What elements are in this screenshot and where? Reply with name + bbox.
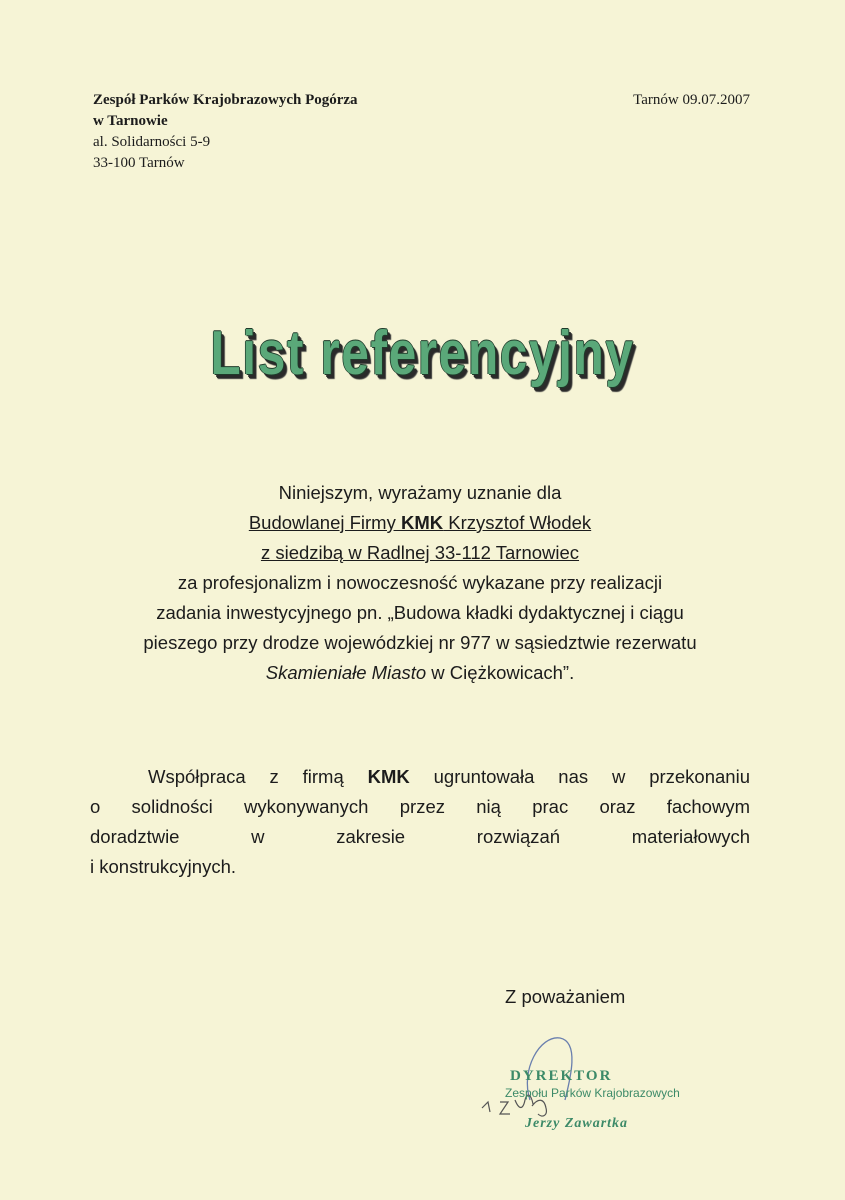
sender-address xyxy=(93,90,358,174)
stamp-name: Jerzy Zawartka xyxy=(525,1116,629,1131)
p2-line: o solidności wykonywanych przez nią prac oraz fachowym xyxy=(90,796,750,817)
closing-salutation: Z poważaniem xyxy=(505,986,626,1007)
stamp-title: DYREKTOR xyxy=(510,1068,613,1084)
p1-line: za profesjonalizm i nowoczesność wykazane przy realizacji xyxy=(177,572,663,593)
letter-date: Tarnów 09.07.2007 xyxy=(633,92,750,108)
reserve-name: Skamieniałe Miasto xyxy=(265,662,427,683)
p2-text: Współpraca z firmą xyxy=(148,766,368,787)
company-address: z siedzibą w Radlnej 33-112 Tarnowiec xyxy=(260,542,580,563)
sender-postal: 33-100 Tarnów xyxy=(93,155,185,171)
sender-street: al. Solidarności 5-9 xyxy=(93,134,211,150)
company-prefix: Budowlanej Firmy xyxy=(248,512,401,533)
p1-line-end: w Ciężkowicach”. xyxy=(426,662,575,683)
company-abbr: KMK xyxy=(400,512,444,533)
company-line xyxy=(90,508,750,538)
signature-stamp xyxy=(470,1030,700,1140)
p1-line xyxy=(90,658,750,688)
p1-line: pieszego przy drodze wojewódzkiej nr 977 w sąsiedztwie rezerwatu xyxy=(143,632,697,653)
p2-line: i konstrukcyjnych. xyxy=(90,856,236,877)
stamp-organization: Zespołu Parków Krajobrazowych xyxy=(505,1086,680,1100)
company-abbr: KMK xyxy=(367,766,410,787)
paragraph-cooperation xyxy=(90,762,750,882)
letter-title: List referencyjny xyxy=(210,319,635,388)
company-owner: Krzysztof Włodek xyxy=(443,512,592,533)
p2-line: doradztwie w zakresie rozwiązań materiałowych xyxy=(90,826,750,847)
p2-line xyxy=(90,762,750,792)
p1-line: Niniejszym, wyrażamy uznanie dla xyxy=(278,482,562,503)
sender-name: Zespół Parków Krajobrazowych Pogórza xyxy=(93,92,358,108)
paragraph-recognition xyxy=(90,478,750,688)
p2-text: ugruntowała nas w przekonaniu xyxy=(409,766,750,787)
p1-line: zadania inwestycyjnego pn. „Budowa kładki dydaktycznej i ciągu xyxy=(156,602,684,623)
sender-city: w Tarnowie xyxy=(93,113,168,129)
